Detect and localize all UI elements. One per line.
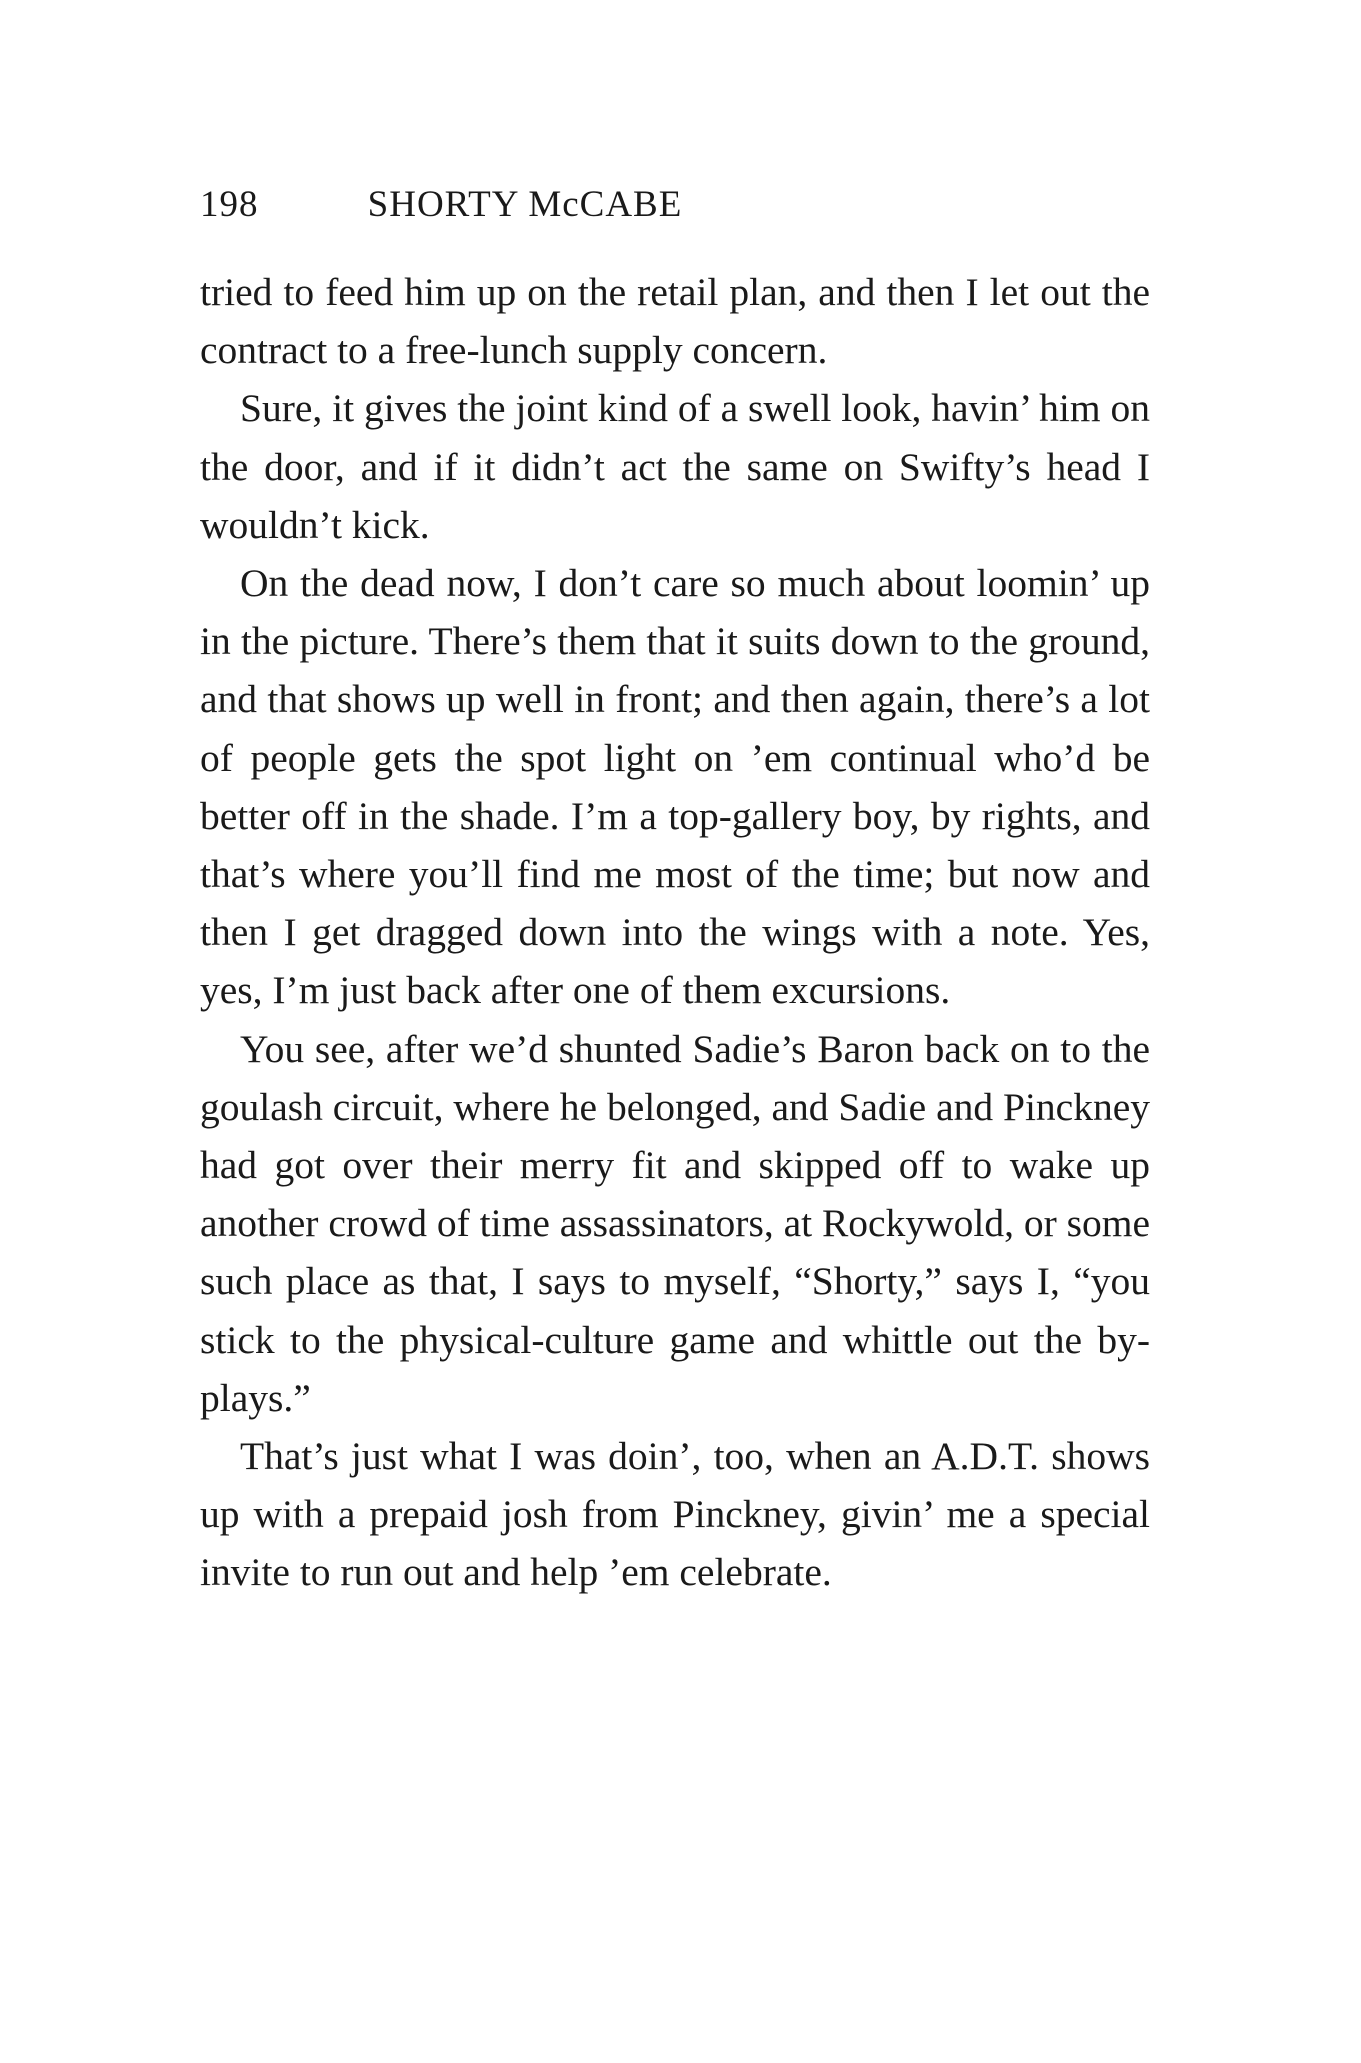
running-head xyxy=(200,180,1150,230)
paragraph: Sure, it gives the joint kind of a swell look, havin’ him on the door, and if it didn’t act the same on Swifty’s head I wouldn’t kick. xyxy=(200,386,1150,547)
paragraph: On the dead now, I don’t care so much about loomin’ up in the picture. There’s them that it suits down to the ground, and that shows up well in front; and then again, there’s a lot of people gets the spot light on ’em continual who’d be better off in the shade. I’m a top-gallery boy, by rights, and that’s where you’ll find me most of the time; but now and then I get dragged down into the wings with a note. Yes, yes, I’m just back after one of them excursions. xyxy=(200,561,1150,1013)
page-number: 198 xyxy=(200,184,259,225)
body-text xyxy=(200,263,1150,1602)
paragraph: That’s just what I was doin’, too, when an A.D.T. shows up with a prepaid josh from Pinckney, givin’ me a special invite to run out and help ’em celebrate. xyxy=(200,1434,1150,1595)
paragraph-continued: tried to feed him up on the retail plan, and then I let out the contract to a free-lunch supply concern. xyxy=(200,270,1150,373)
book-title: SHORTY McCABE xyxy=(367,184,683,225)
paragraph: You see, after we’d shunted Sadie’s Baron back on to the goulash circuit, where he belonged, and Sadie and Pinckney had got over their merry fit and skipped off to wake up another crowd of time assassinators, at Rockywold, or some such place as that, I says to myself, “Shorty,” says I, “you stick to the physical-culture game and whittle out the by-plays.” xyxy=(200,1026,1150,1420)
